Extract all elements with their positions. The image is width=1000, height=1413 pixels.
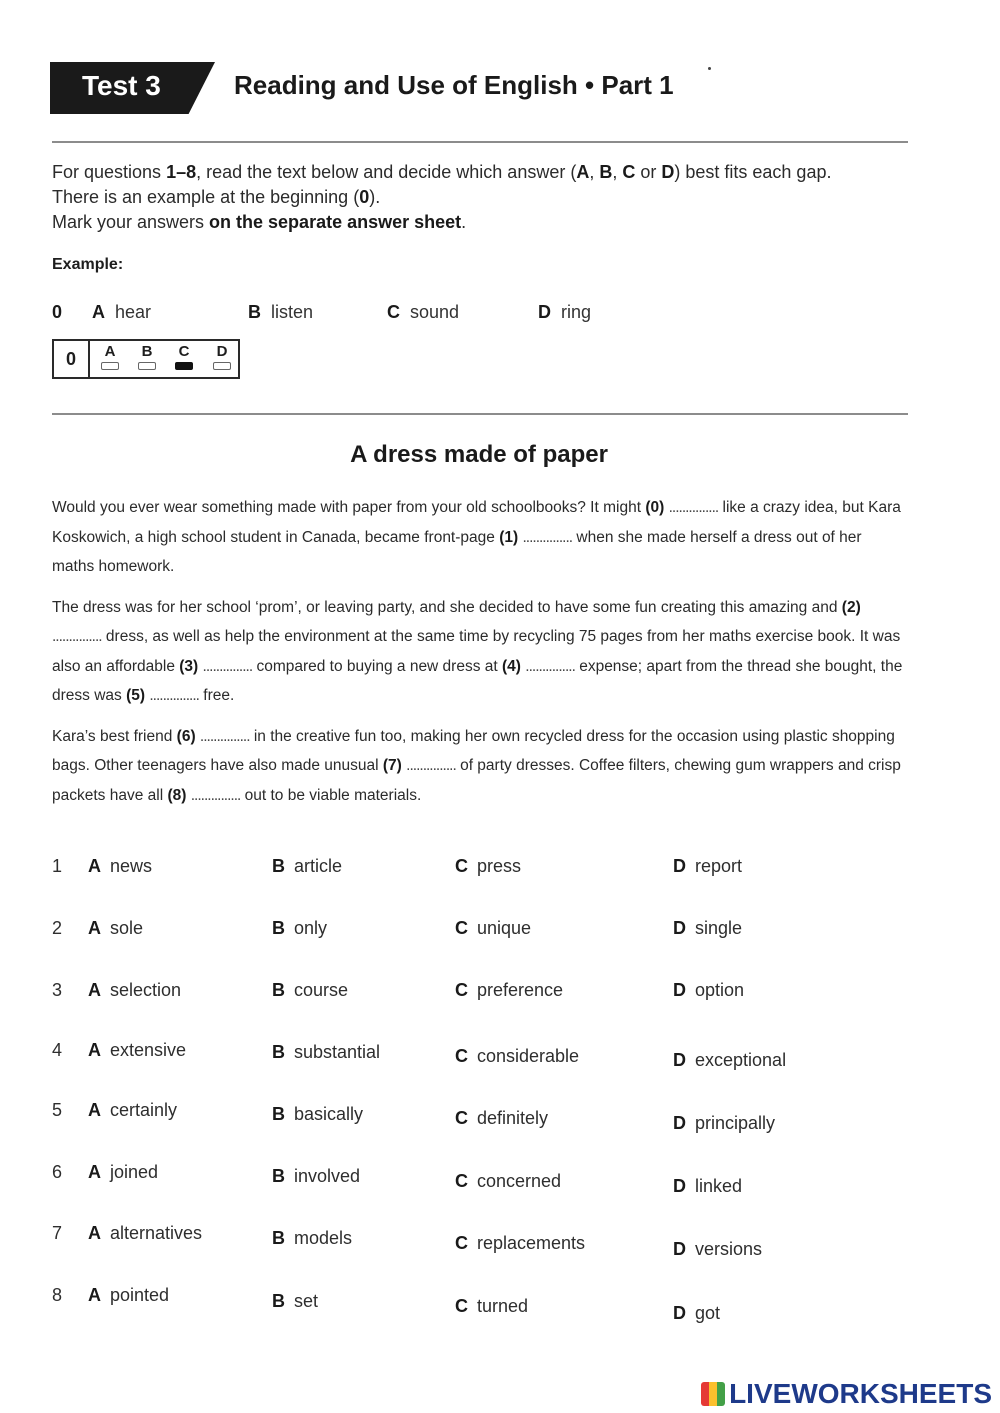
gap-2: (2) bbox=[841, 598, 861, 616]
answer-option-a: A bbox=[98, 343, 122, 370]
question-row: 5 A certainly B basically C definitely D principally bbox=[52, 1100, 776, 1133]
middle-divider bbox=[52, 413, 908, 415]
passage-text bbox=[52, 493, 908, 821]
gap-4: (4) bbox=[502, 657, 521, 675]
question-row: 2 A sole B only C unique D single bbox=[52, 918, 743, 938]
answer-option-b: B bbox=[135, 343, 159, 370]
answer-mark-b bbox=[138, 362, 156, 370]
question-option-d[interactable]: D report bbox=[673, 856, 743, 876]
liveworksheets-logo-icon bbox=[701, 1382, 725, 1406]
question-option-c[interactable]: C press bbox=[455, 856, 522, 876]
page-title: Reading and Use of English • Part 1 bbox=[234, 70, 674, 100]
question-option-d[interactable]: D option bbox=[673, 980, 745, 1000]
question-option-b[interactable]: B article bbox=[272, 856, 343, 876]
gap-7: (7) bbox=[382, 757, 402, 774]
question-option-b[interactable]: B set bbox=[272, 1291, 319, 1311]
question-option-c[interactable]: C considerable bbox=[455, 1046, 580, 1066]
question-option-b[interactable]: B only bbox=[272, 918, 328, 938]
question-option-b[interactable]: B involved bbox=[272, 1166, 361, 1186]
question-option-d[interactable]: D single bbox=[673, 918, 743, 938]
gap-1: (1) bbox=[499, 528, 519, 546]
question-option-a[interactable]: A alternatives bbox=[88, 1223, 203, 1243]
gap-0: (0) bbox=[645, 499, 665, 516]
example-option-d: D ring bbox=[538, 302, 592, 322]
top-divider bbox=[52, 141, 908, 143]
question-option-d[interactable]: D exceptional bbox=[673, 1050, 787, 1070]
passage-title: A dress made of paper bbox=[350, 441, 608, 468]
instructions-line-2: There is an example at the beginning (0). bbox=[52, 187, 381, 207]
instructions-line-1: For questions 1–8, read the text below and decide which answer (A, B, C or D) best fits each gap. bbox=[52, 162, 832, 182]
question-row: 3 A selection B course C preference D option bbox=[52, 980, 745, 1000]
question-option-a[interactable]: A selection bbox=[88, 980, 182, 1000]
question-option-b[interactable]: B basically bbox=[272, 1104, 364, 1124]
instructions-line-3: Mark your answers on the separate answer sheet. bbox=[52, 212, 467, 232]
example-answer-box bbox=[52, 339, 240, 379]
example-number: 0 bbox=[52, 302, 63, 322]
question-option-d[interactable]: D principally bbox=[673, 1113, 776, 1133]
question-option-c[interactable]: C turned bbox=[455, 1296, 529, 1316]
example-option-b: B listen bbox=[248, 302, 314, 322]
question-option-c[interactable]: C concerned bbox=[455, 1171, 562, 1191]
question-row: 6 A joined B involved C concerned D linked bbox=[52, 1162, 743, 1196]
question-option-a[interactable]: A certainly bbox=[88, 1100, 178, 1120]
test-number-label: Test 3 bbox=[82, 70, 161, 101]
gap-6: (6) bbox=[176, 727, 196, 745]
question-option-c[interactable]: C preference bbox=[455, 980, 564, 1000]
example-option-c: C sound bbox=[387, 302, 460, 322]
question-row: 7 A alternatives B models C replacements D versions bbox=[52, 1223, 763, 1259]
passage-paragraph-3: Kara’s best friend (6) ............... in the creative fun too, making her own recycled dress for the occasion using plastic shopping bags. Other teenagers have also made unusual (7) ............... of party dresses. Coffee filters, chewing gum wrappers and crisp packets have all (8) ............... out to be viable materials. bbox=[52, 727, 901, 804]
answer-mark-c bbox=[175, 362, 193, 370]
answer-mark-d bbox=[213, 362, 231, 370]
question-option-d[interactable]: D linked bbox=[673, 1176, 743, 1196]
answer-option-c: C bbox=[172, 343, 196, 370]
question-option-c[interactable]: C replacements bbox=[455, 1233, 586, 1253]
question-option-c[interactable]: C definitely bbox=[455, 1108, 549, 1128]
question-option-b[interactable]: B models bbox=[272, 1228, 353, 1248]
answer-mark-a bbox=[101, 362, 119, 370]
question-row: 1 A news B article C press D report bbox=[52, 856, 743, 876]
instructions bbox=[52, 160, 932, 235]
answer-box-number: 0 bbox=[54, 341, 90, 377]
example-label: Example: bbox=[52, 256, 124, 273]
logo-text: LIVEWORKSHEETS bbox=[729, 1378, 992, 1409]
question-option-a[interactable]: A extensive bbox=[88, 1040, 187, 1060]
liveworksheets-logo[interactable] bbox=[701, 1378, 992, 1410]
question-option-a[interactable]: A news bbox=[88, 856, 153, 876]
question-option-b[interactable]: B course bbox=[272, 980, 349, 1000]
question-option-d[interactable]: D versions bbox=[673, 1239, 763, 1259]
example-option-a: A hear bbox=[92, 302, 152, 322]
gap-3: (3) bbox=[179, 657, 199, 675]
question-option-a[interactable]: A joined bbox=[88, 1162, 159, 1182]
question-row: 4 A extensive B substantial C considerable D exceptional bbox=[52, 1040, 787, 1070]
answer-option-d: D bbox=[210, 343, 234, 370]
question-option-a[interactable]: A sole bbox=[88, 918, 144, 938]
question-option-b[interactable]: B substantial bbox=[272, 1042, 381, 1062]
passage-paragraph-1: Would you ever wear something made with paper from your old schoolbooks? It might (0) ............... like a crazy idea, but Kara Koskowich, a high school student in Canada, became front-page (1) ............... when she made herself a dress out of her maths homework. bbox=[52, 499, 901, 575]
question-row: 8 A pointed B set C turned D got bbox=[52, 1285, 721, 1323]
scan-speck bbox=[708, 67, 711, 70]
question-option-a[interactable]: A pointed bbox=[88, 1285, 170, 1305]
gap-5: (5) bbox=[126, 687, 146, 704]
passage-paragraph-2: The dress was for her school ‘prom’, or leaving party, and she decided to have some fun creating this amazing and (2) ............... dress, as well as help the environment at the same time by recycling 75 pages from her maths exercise book. It was also an affordable (3) ............... compared to buying a new dress at (4) ............... expense; apart from the thread she bought, the dress was (5) ............... free. bbox=[52, 598, 903, 704]
gap-8: (8) bbox=[167, 786, 187, 804]
question-option-c[interactable]: C unique bbox=[455, 918, 532, 938]
question-option-d[interactable]: D got bbox=[673, 1303, 721, 1323]
